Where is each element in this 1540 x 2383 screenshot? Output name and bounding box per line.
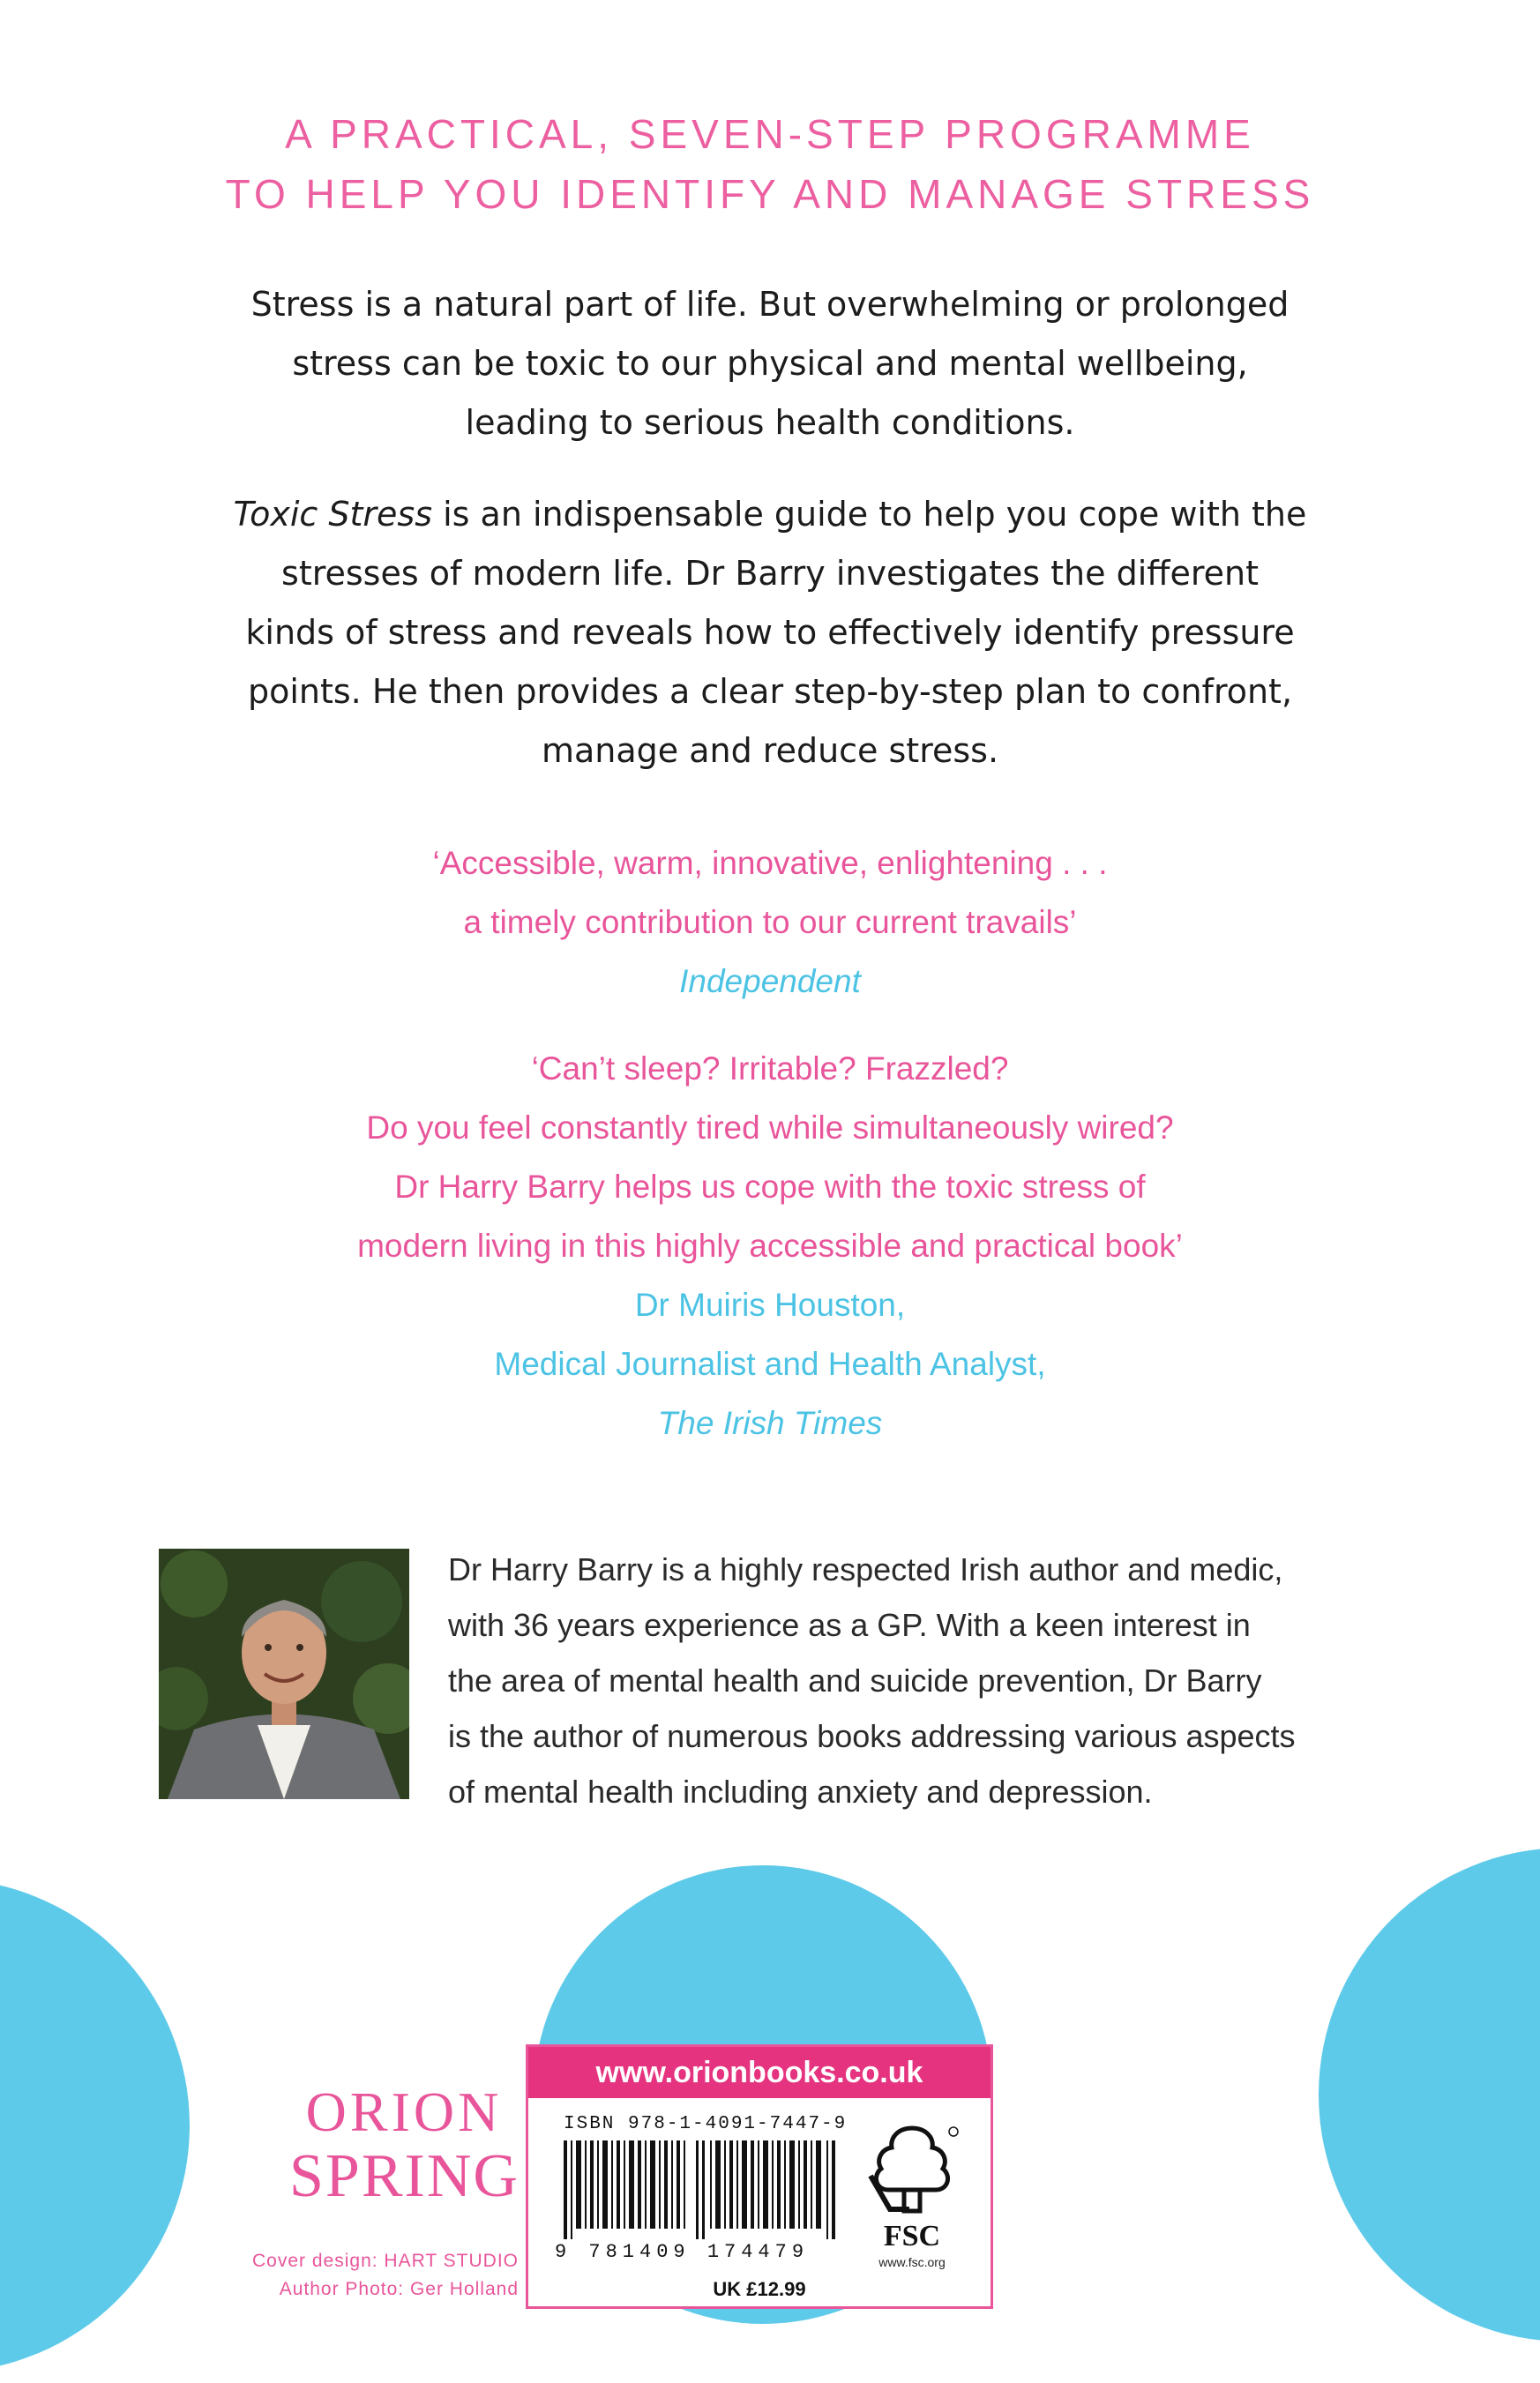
description-line-1-text: is an indispensable guide to help you cope with the (432, 495, 1307, 534)
review-quote-1 (232, 833, 1308, 1011)
quote2-line-1: ‘Can’t sleep? Irritable? Frazzled? (531, 1050, 1009, 1087)
fsc-label: FSC (883, 2220, 941, 2252)
intro-line-2: stress can be toxic to our physical and mental wellbeing, (292, 344, 1248, 383)
author-bio-line-1: Dr Harry Barry is a highly respected Irish author and medic, (448, 1551, 1283, 1587)
quote2-source-title: Medical Journalist and Health Analyst, (494, 1346, 1046, 1382)
author-bio-line-3: the area of mental health and suicide prevention, Dr Barry (448, 1662, 1262, 1699)
price: UK £12.99 (713, 2278, 806, 2300)
intro-line-3: leading to serious health conditions. (465, 403, 1075, 442)
description-line-4: points. He then provides a clear step-by-step plan to confront, (247, 672, 1293, 711)
author-bio (448, 1542, 1383, 1819)
quote2-line-4: modern living in this highly accessible and practical book’ (357, 1228, 1183, 1264)
review-quote-2 (232, 1039, 1308, 1453)
barcode-digits: 9 781409 174479 (555, 2241, 810, 2263)
barcode-icon (564, 2140, 846, 2239)
author-bio-line-5: of mental health including anxiety and depression. (448, 1774, 1153, 1810)
book-title: Toxic Stress (233, 495, 433, 534)
quote1-line-2: a timely contribution to our current travails’ (463, 904, 1077, 940)
headline-line-1: A PRACTICAL, SEVEN-STEP PROGRAMME (285, 111, 1255, 157)
quote2-line-2: Do you feel constantly tired while simultaneously wired? (366, 1109, 1174, 1146)
barcode-panel (526, 2044, 993, 2309)
author-bio-line-4: is the author of numerous books addressing various aspects (448, 1718, 1296, 1754)
decorative-circle-left (0, 1879, 190, 2372)
publisher-logo (289, 2081, 519, 2210)
publisher-url: www.orionbooks.co.uk (528, 2047, 991, 2098)
intro-paragraph (232, 275, 1308, 452)
quote2-source-name: Dr Muiris Houston, (634, 1287, 906, 1323)
isbn-label: ISBN 978-1-4091-7447-9 (564, 2114, 848, 2134)
publisher-logo-line-2: SPRING (289, 2142, 520, 2210)
description-line-2: stresses of modern life. Dr Barry investigates the different (281, 554, 1259, 593)
author-photo-credit: Author Photo: Ger Holland (279, 2279, 519, 2299)
quote1-source: Independent (679, 963, 861, 999)
quote2-source-publication: The Irish Times (657, 1405, 883, 1441)
author-portrait-icon (159, 1549, 409, 1799)
decorative-circle-right (1319, 1848, 1540, 2342)
description-paragraph (232, 485, 1308, 781)
quote1-line-1: ‘Accessible, warm, innovative, enlightening . . . (432, 845, 1108, 881)
description-line-3: kinds of stress and reveals how to effectively identify pressure (245, 613, 1295, 652)
author-bio-line-2: with 36 years experience as a GP. With a keen interest in (448, 1607, 1251, 1643)
author-photo (159, 1549, 409, 1799)
intro-line-1: Stress is a natural part of life. But overwhelming or prolonged (250, 285, 1290, 324)
fsc-tree-logo-icon (863, 2125, 961, 2218)
publisher-logo-line-1: ORION (305, 2080, 503, 2143)
description-line-5: manage and reduce stress. (541, 731, 999, 770)
headline-line-2: TO HELP YOU IDENTIFY AND MANAGE STRESS (225, 171, 1315, 217)
cover-credits (176, 2247, 519, 2304)
description-line-1 (232, 485, 1308, 544)
fsc-url: www.fsc.org (878, 2255, 946, 2269)
cover-design-credit: Cover design: HART STUDIO (252, 2251, 519, 2271)
quote2-line-3: Dr Harry Barry helps us cope with the toxic stress of (394, 1169, 1146, 1205)
headline (0, 104, 1540, 224)
